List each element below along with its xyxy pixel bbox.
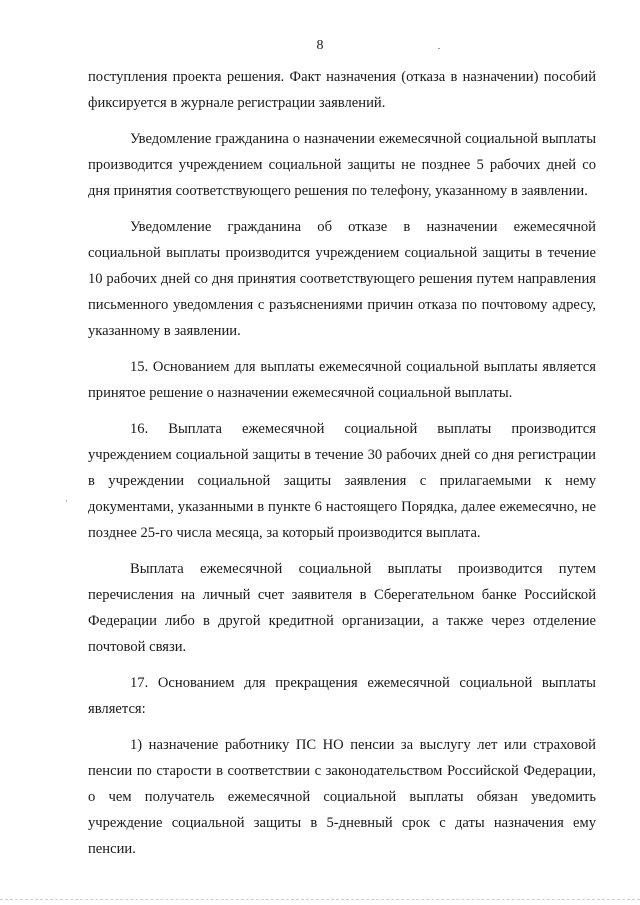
paragraph-clause-17: 17. Основанием для прекращения ежемесячной социальной выплаты является: [88, 675, 596, 717]
scan-speck [66, 500, 67, 502]
paragraph-clause-16: 16. Выплата ежемесячной социальной выплаты производится учреждением социальной защиты в течение 30 рабочих дней со дня регистрации в учреждении социальной защиты заявления с прилагаемыми к нему документами, указанными в пункте 6 настоящего Порядка, далее ежемесячно, не позднее 25-го числа месяца, за который производится выплата. [88, 421, 596, 541]
scan-speck [438, 48, 440, 49]
paragraph-notification-refusal: Уведомление гражданина об отказе в назначении ежемесячной социальной выплаты производится учреждением социальной защиты в течение 10 рабочих дней со дня принятия соответствующего решения путем направления письменного уведомления с разъяснениями причин отказа по почтовому адресу, указанному в заявлении. [88, 219, 596, 339]
paragraph-notification-approval: Уведомление гражданина о назначении ежемесячной социальной выплаты производится учреждением социальной защиты не позднее 5 рабочих дней со дня принятия соответствующего решения по телефону, указанному в заявлении. [88, 131, 596, 199]
page-number: 8 [316, 38, 324, 53]
paragraph-clause-15: 15. Основанием для выплаты ежемесячной социальной выплаты является принятое решение о назначении ежемесячной социальной выплаты. [88, 359, 596, 401]
paragraph-clause-17-item-1: 1) назначение работнику ПС НО пенсии за выслугу лет или страховой пенсии по старости в соответствии с законодательством Российской Федерации, о чем получатель ежемесячной социальной выплаты обязан уведомить учреждение социальной защиты в 5-дневный срок с даты назначения ему пенсии. [88, 737, 596, 857]
document-body [88, 64, 596, 872]
scan-bottom-edge [0, 899, 640, 901]
paragraph-intro: поступления проекта решения. Факт назначения (отказа в назначении) пособий фиксируется в журнале регистрации заявлений. [88, 69, 596, 111]
paragraph-payment-method: Выплата ежемесячной социальной выплаты производится путем перечисления на личный счет заявителя в Сберегательном банке Российской Федерации либо в другой кредитной организации, а также через отделение почтовой связи. [88, 561, 596, 655]
